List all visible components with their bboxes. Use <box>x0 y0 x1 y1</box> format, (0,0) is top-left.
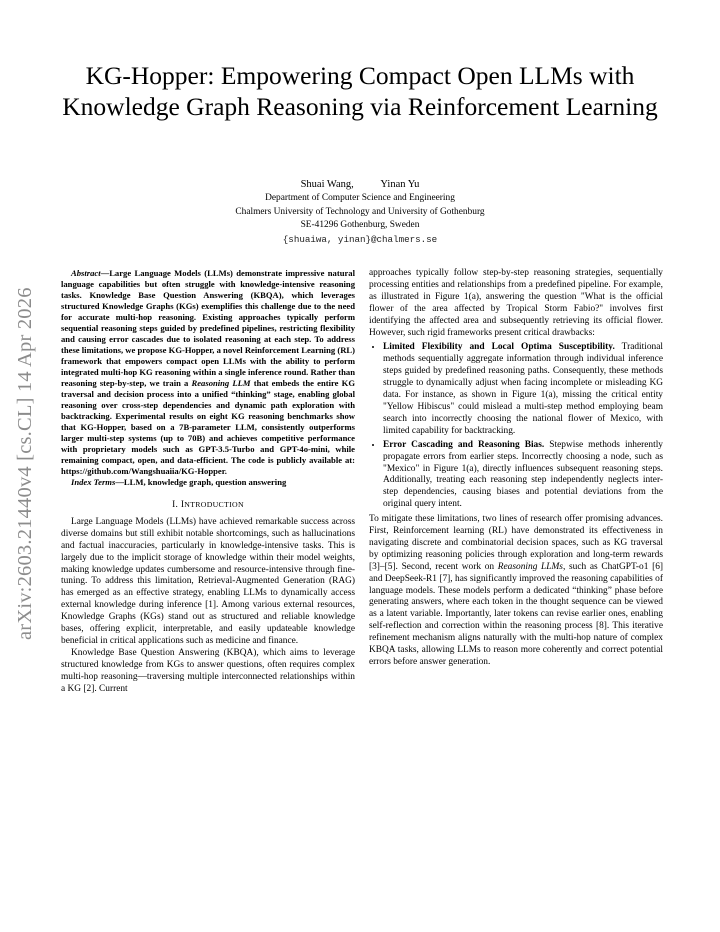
abstract-emphasis: Reasoning LLM <box>191 378 251 388</box>
section-rest: NTRODUCTION <box>184 500 244 509</box>
right-paragraph-2-text: To mitigate these limitations, two lines of research offer promising advances. First, Reinforcement learning (RL) have demonstrated its effectiveness in navigating discrete and combinatorial decision spaces, such as KG traversal by optimizing reasoning policies through exploration and long-term rewards [3]–[5]. Second, recent work on <box>369 514 663 572</box>
arxiv-stamp: arXiv:2603.21440v4 [cs.CL] 14 Apr 2026 <box>14 287 36 640</box>
section-cap: I <box>180 500 185 510</box>
affiliation-block <box>0 192 720 246</box>
list-item-text: Stepwise methods inherently propagate errors from earlier steps. Incorrectly choosing a node, such as "Mexico" in Figure 1(a), directly influences subsequent reasoning steps. Additionally, treating each reasoning step independently neglects inter-step dependencies, causing biases and potential deviations from the original query intent. <box>383 439 663 510</box>
affiliation-department: Department of Computer Science and Engineering <box>265 193 455 203</box>
affiliation-address: SE-41296 Gothenburg, Sweden <box>300 220 420 230</box>
left-column <box>61 268 355 696</box>
list-item <box>383 342 663 437</box>
index-terms-label: Index Terms <box>71 477 116 487</box>
abstract-text: —Large Language Models (LLMs) demonstrate impressive natural language capabilities but often struggle with knowledge-intensive reasoning tasks. Knowledge Base Question Answering (KBQA), which leverages structured Knowledge Graphs (KGs) exemplifies this challenge due to the need for accurate multi-hop reasoning. Existing approaches typically perform sequential reasoning steps guided by predefined pipelines, restricting flexibility and causing error cascades due to isolated reasoning at each step. To address these limitations, we propose KG-Hopper, a novel Reinforcement Learning (RL) framework that empowers compact open LLMs with the ability to perform integrated multi-hop KG reasoning within a single inference round. Rather than reasoning step-by-step, we train a <box>61 268 355 388</box>
list-item-title: Error Cascading and Reasoning Bias. <box>383 439 545 450</box>
right-paragraph-2-cont: , such as ChatGPT-o1 [6] and DeepSeek-R1 [7], has significantly improved the reasoning capabilities of language models. These models perform a dedicated “thinking” phase before generating answers, where each token in the thought sequence can be viewed as a latent variable. Importantly, later tokens can revise earlier ones, enabling self-reflection and correction within the reasoning process [8]. This iterative refinement mechanism aligns naturally with the multi-hop nature of complex KBQA tasks, allowing LLMs to reason more coherently and correct potential errors before answer generation. <box>369 561 663 667</box>
abstract-label: Abstract <box>71 268 101 278</box>
section-number: I. <box>172 500 181 510</box>
intro-paragraph-2: Knowledge Base Question Answering (KBQA), which aims to leverage structured knowledge from KGs to answer questions, often requires complex multi-hop reasoning—traversing multiple interconnected relationships within a KG [2]. Current <box>61 647 355 694</box>
abstract <box>61 268 355 477</box>
abstract-text-cont: that embeds the entire KG traversal and decision process into a unified “thinking” stage, enabling global reasoning over cross-step dependencies and dynamic path exploration with backtracking. Experimental results on eight KG reasoning benchmarks show that KG-Hopper, based on a 7B-parameter LLM, consistently outperforms larger multi-step systems (up to 70B) and achieves competitive performance with proprietary models such as GPT-3.5-Turbo and GPT-4o-mini, while remaining compact, open, and data-efficient. The code is publicly available at: https://github.com/Wangshuaiia/KG-Hopper. <box>61 378 356 476</box>
list-item-title: Limited Flexibility and Local Optima Susceptibility. <box>383 342 615 353</box>
intro-paragraph-1: Large Language Models (LLMs) have achieved remarkable success across diverse domains but still exhibit notable shortcomings, such as hallucinations and factual inaccuracies, particularly in knowledge-intensive tasks. This is largely due to the implicit storage of knowledge within their model weights, making knowledge updates cumbersome and resource-intensive through fine-tuning. To address this limitation, Retrieval-Augmented Generation (RAG) has emerged as an effective strategy, enabling LLMs to dynamically access external knowledge during inference [1]. Among various external resources, Knowledge Graphs (KGs) stand out as structured and reliable knowledge bases, offering explicit, interpretable, and easily updateable knowledge beneficial in critical applications such as medicine and finance. <box>61 516 355 646</box>
author-email: {shuaiwa, yinan}@chalmers.se <box>282 233 438 245</box>
index-terms <box>61 477 355 488</box>
affiliation-university: Chalmers University of Technology and University of Gothenburg <box>235 206 485 217</box>
right-paragraph-2-emphasis: Reasoning LLMs <box>497 561 563 572</box>
right-paragraph-2 <box>369 514 663 669</box>
list-item <box>383 440 663 511</box>
section-heading <box>61 499 355 512</box>
right-paragraph-1: approaches typically follow step-by-step reasoning strategies, sequentially processing entities and relationships from a predefined pipeline. For example, as illustrated in Figure 1(a), answering the question "What is the official flower of the area affected by Tropical Storm Fabio?" involves first identifying the affected area and subsequently retrieving its official flower. However, such rigid frameworks present critical drawbacks: <box>369 268 663 338</box>
right-column <box>369 268 663 669</box>
author-list <box>0 178 720 192</box>
list-item-text: Traditional methods sequentially aggregate information through individual inference steps guided by predefined reasoning paths. Consequently, these methods struggle to dynamically adjust when facing incomplete or misleading KG data. For instance, as shown in Figure 1(a), missing the critical entity "Yellow Hibiscus" could mislead a multi-step method employing beam search into incorrectly choosing the national flower of Mexico, with limited capability for backtracking. <box>383 342 663 436</box>
index-terms-text: —LLM, knowledge graph, question answering <box>115 477 287 487</box>
author-name: Yinan Yu <box>380 179 420 190</box>
paper-title: KG-Hopper: Empowering Compact Open LLMs with Knowledge Graph Reasoning via Reinforcement Learning <box>62 61 658 121</box>
drawbacks-list <box>369 342 663 511</box>
author-name: Shuai Wang, <box>300 179 354 190</box>
